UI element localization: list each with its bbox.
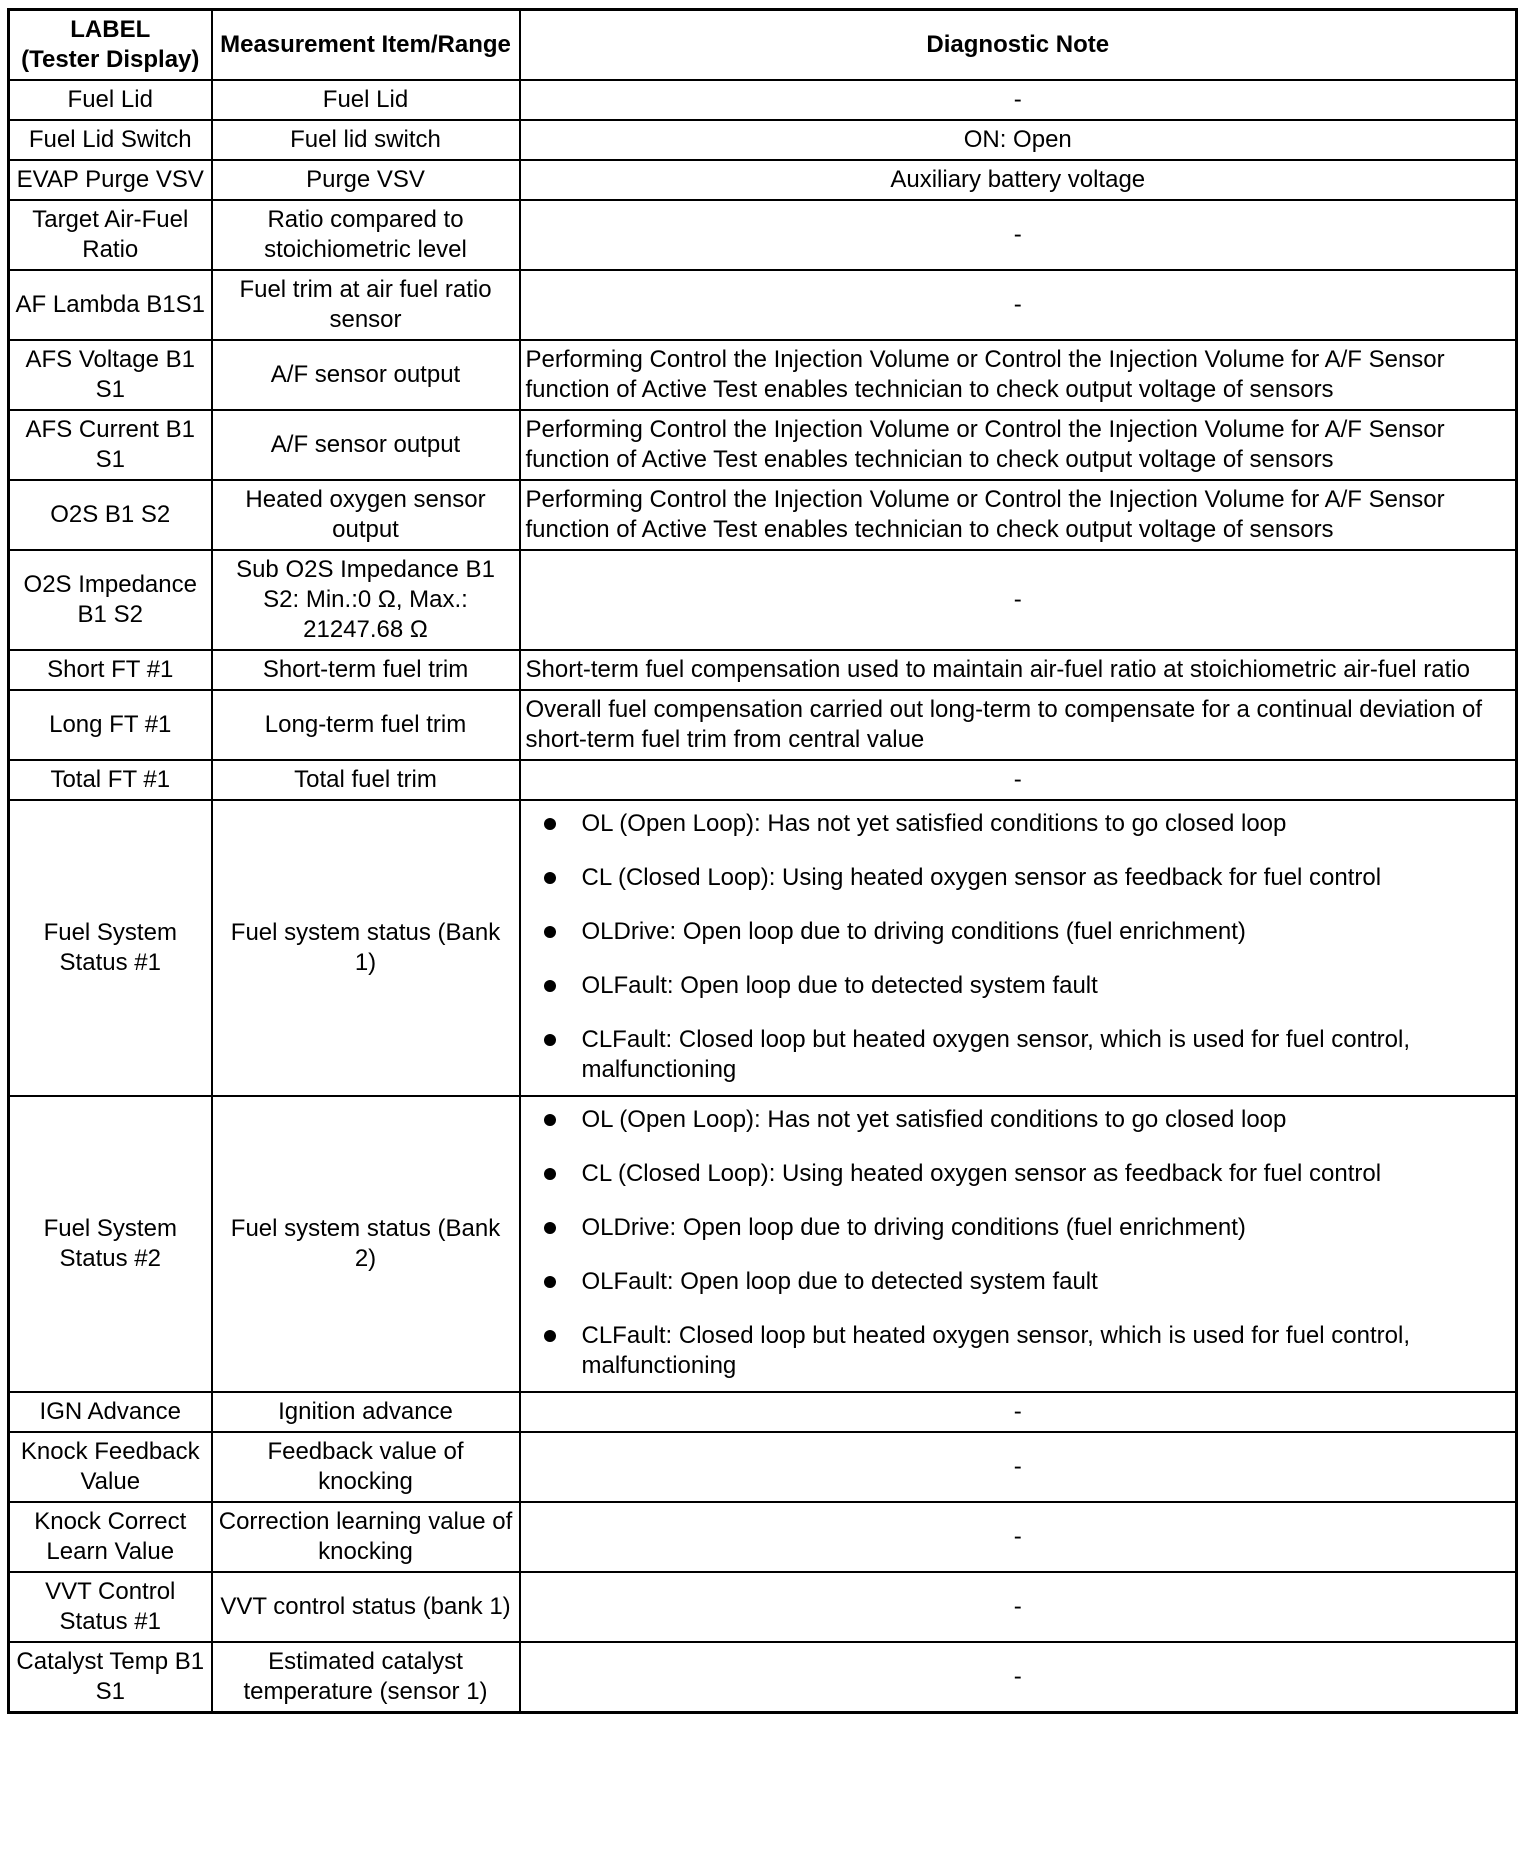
- row-label: AFS Voltage B1 S1: [9, 340, 212, 410]
- row-label: AF Lambda B1S1: [9, 270, 212, 340]
- bullet-dot-icon: [544, 1114, 556, 1126]
- row-label: O2S Impedance B1 S2: [9, 550, 212, 650]
- bullet-text: CLFault: Closed loop but heated oxygen sensor, which is used for fuel control, malfunctioning: [581, 1026, 1410, 1083]
- table-row: [9, 550, 1517, 650]
- row-note: ON: Open: [520, 120, 1517, 160]
- row-measurement: Feedback value of knocking: [212, 1432, 520, 1502]
- data-list-table: [7, 8, 1518, 1714]
- row-note: [520, 1096, 1517, 1392]
- table-row: [9, 480, 1517, 550]
- row-measurement: Fuel Lid: [212, 80, 520, 120]
- table-row: [9, 340, 1517, 410]
- row-note: -: [520, 1642, 1517, 1713]
- row-note: -: [520, 1392, 1517, 1432]
- bullet-item: [544, 971, 1511, 1001]
- status-bullet-list: [526, 805, 1511, 1091]
- bullet-dot-icon: [544, 1276, 556, 1288]
- bullet-text: OLFault: Open loop due to detected system fault: [581, 972, 1098, 999]
- table-row: [9, 1572, 1517, 1642]
- bullet-item: [544, 863, 1511, 893]
- row-measurement: Sub O2S Impedance B1 S2: Min.:0 Ω, Max.: 21247.68 Ω: [212, 550, 520, 650]
- header-label-line1: LABEL: [70, 16, 151, 43]
- row-note: Performing Control the Injection Volume or Control the Injection Volume for A/F Sensor function of Active Test enables technician to check output voltage of sensors: [520, 480, 1517, 550]
- row-measurement: Long-term fuel trim: [212, 690, 520, 760]
- bullet-dot-icon: [544, 980, 556, 992]
- bullet-text: OLDrive: Open loop due to driving conditions (fuel enrichment): [581, 1214, 1246, 1241]
- row-measurement: A/F sensor output: [212, 410, 520, 480]
- table-row: [9, 760, 1517, 800]
- bullet-text: OL (Open Loop): Has not yet satisfied conditions to go closed loop: [581, 810, 1287, 837]
- row-measurement: Fuel trim at air fuel ratio sensor: [212, 270, 520, 340]
- row-label: Fuel Lid Switch: [9, 120, 212, 160]
- row-note: -: [520, 270, 1517, 340]
- bullet-text: CL (Closed Loop): Using heated oxygen sensor as feedback for fuel control: [581, 864, 1382, 891]
- row-label: Long FT #1: [9, 690, 212, 760]
- row-measurement: Fuel system status (Bank 2): [212, 1096, 520, 1392]
- bullet-dot-icon: [544, 1330, 556, 1342]
- table-row: [9, 1502, 1517, 1572]
- bullet-dot-icon: [544, 1034, 556, 1046]
- row-measurement: VVT control status (bank 1): [212, 1572, 520, 1642]
- header-note: Diagnostic Note: [520, 10, 1517, 81]
- table-row: [9, 690, 1517, 760]
- row-label: VVT Control Status #1: [9, 1572, 212, 1642]
- table-row: [9, 410, 1517, 480]
- header-label: [9, 10, 212, 81]
- row-label: Short FT #1: [9, 650, 212, 690]
- row-measurement: A/F sensor output: [212, 340, 520, 410]
- row-label: Total FT #1: [9, 760, 212, 800]
- row-label: Fuel Lid: [9, 80, 212, 120]
- table-row-fuel-system-status: [9, 1096, 1517, 1392]
- row-label: Catalyst Temp B1 S1: [9, 1642, 212, 1713]
- row-measurement: Heated oxygen sensor output: [212, 480, 520, 550]
- table-row-fuel-system-status: [9, 800, 1517, 1096]
- row-label: Fuel System Status #1: [9, 800, 212, 1096]
- row-measurement: Correction learning value of knocking: [212, 1502, 520, 1572]
- bullet-text: OLDrive: Open loop due to driving conditions (fuel enrichment): [581, 918, 1246, 945]
- row-note: -: [520, 1502, 1517, 1572]
- bullet-dot-icon: [544, 872, 556, 884]
- row-label: IGN Advance: [9, 1392, 212, 1432]
- bullet-item: [544, 1105, 1511, 1135]
- status-bullet-list: [526, 1101, 1511, 1387]
- table-row: [9, 200, 1517, 270]
- bullet-item: [544, 1321, 1511, 1381]
- bullet-item: [544, 1213, 1511, 1243]
- row-measurement: Ignition advance: [212, 1392, 520, 1432]
- bullet-item: [544, 809, 1511, 839]
- row-label: Knock Correct Learn Value: [9, 1502, 212, 1572]
- header-label-line2: (Tester Display): [21, 46, 200, 73]
- bullet-item: [544, 917, 1511, 947]
- row-label: AFS Current B1 S1: [9, 410, 212, 480]
- bullet-dot-icon: [544, 1168, 556, 1180]
- data-list-table-container: [7, 8, 1515, 1714]
- bullet-text: OL (Open Loop): Has not yet satisfied conditions to go closed loop: [581, 1106, 1287, 1133]
- row-note: [520, 800, 1517, 1096]
- row-note: -: [520, 760, 1517, 800]
- row-measurement: Purge VSV: [212, 160, 520, 200]
- row-note: -: [520, 550, 1517, 650]
- bullet-item: [544, 1159, 1511, 1189]
- bullet-item: [544, 1267, 1511, 1297]
- row-note: -: [520, 80, 1517, 120]
- table-row: [9, 650, 1517, 690]
- row-note: Auxiliary battery voltage: [520, 160, 1517, 200]
- row-note: -: [520, 1432, 1517, 1502]
- row-note: Short-term fuel compensation used to maintain air-fuel ratio at stoichiometric air-fuel ratio: [520, 650, 1517, 690]
- bullet-dot-icon: [544, 1222, 556, 1234]
- bullet-dot-icon: [544, 818, 556, 830]
- row-label: Target Air-Fuel Ratio: [9, 200, 212, 270]
- row-label: Fuel System Status #2: [9, 1096, 212, 1392]
- row-note: -: [520, 1572, 1517, 1642]
- bullet-text: OLFault: Open loop due to detected system fault: [581, 1268, 1098, 1295]
- row-label: EVAP Purge VSV: [9, 160, 212, 200]
- bullet-dot-icon: [544, 926, 556, 938]
- header-row: [9, 10, 1517, 81]
- table-row: [9, 120, 1517, 160]
- row-label: Knock Feedback Value: [9, 1432, 212, 1502]
- table-row: [9, 80, 1517, 120]
- row-note: Performing Control the Injection Volume or Control the Injection Volume for A/F Sensor function of Active Test enables technician to check output voltage of sensors: [520, 340, 1517, 410]
- row-measurement: Total fuel trim: [212, 760, 520, 800]
- row-measurement: Ratio compared to stoichiometric level: [212, 200, 520, 270]
- bullet-item: [544, 1025, 1511, 1085]
- header-measurement: Measurement Item/Range: [212, 10, 520, 81]
- table-row: [9, 160, 1517, 200]
- table-row: [9, 1392, 1517, 1432]
- table-row: [9, 1432, 1517, 1502]
- row-label: O2S B1 S2: [9, 480, 212, 550]
- table-row: [9, 1642, 1517, 1713]
- table-row: [9, 270, 1517, 340]
- row-note: Overall fuel compensation carried out long-term to compensate for a continual deviation of short-term fuel trim from central value: [520, 690, 1517, 760]
- row-measurement: Fuel system status (Bank 1): [212, 800, 520, 1096]
- row-measurement: Estimated catalyst temperature (sensor 1): [212, 1642, 520, 1713]
- bullet-text: CL (Closed Loop): Using heated oxygen sensor as feedback for fuel control: [581, 1160, 1382, 1187]
- row-measurement: Short-term fuel trim: [212, 650, 520, 690]
- bullet-text: CLFault: Closed loop but heated oxygen sensor, which is used for fuel control, malfunctioning: [581, 1322, 1410, 1379]
- row-measurement: Fuel lid switch: [212, 120, 520, 160]
- row-note: Performing Control the Injection Volume or Control the Injection Volume for A/F Sensor function of Active Test enables technician to check output voltage of sensors: [520, 410, 1517, 480]
- row-note: -: [520, 200, 1517, 270]
